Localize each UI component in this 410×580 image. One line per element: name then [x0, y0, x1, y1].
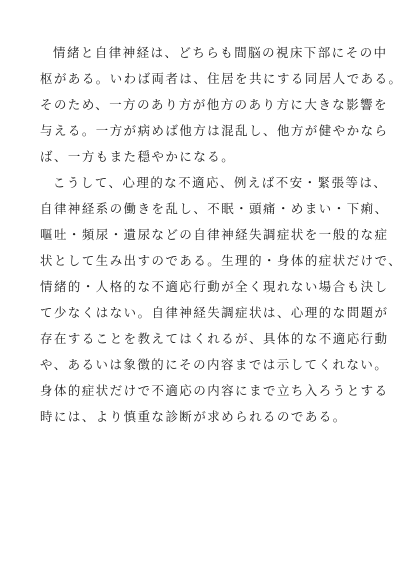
text-line: 存在することを教えてはくれるが、具体的な不適応行動 [40, 331, 389, 346]
paragraph [40, 170, 403, 430]
text-line: 自律神経系の働きを乱し、不眠・頭痛・めまい・下痢、 [40, 201, 389, 216]
text-line: そのため、一方のあり方が他方のあり方に大きな影響を [40, 97, 389, 112]
text-line: 嘔吐・頻尿・遺尿などの自律神経失調症状を一般的な症 [40, 227, 389, 242]
text-line: 時には、より慎重な診断が求められるのである。 [40, 409, 347, 424]
text-line: 情緒と自律神経は、どちらも間脳の視床下部にその中 [53, 45, 388, 60]
text-line: こうして、心理的な不適応、例えば不安・緊張等は、 [53, 175, 388, 190]
text-line: て少なくはない。自律神経失調症状は、心理的な問題が [40, 305, 389, 320]
text-line: 枢がある。いわば両者は、住居を共にする同居人である。 [40, 71, 403, 86]
text-line: 身体的症状だけで不適応の内容にまで立ち入ろうとする [40, 383, 389, 398]
text-line: ば、一方もまた穏やかになる。 [40, 149, 236, 164]
paragraph [40, 40, 403, 170]
text-line: 与える。一方が病めば他方は混乱し、他方が健やかなら [40, 123, 389, 138]
text-line: や、あるいは象徴的にその内容までは示してくれない。 [40, 357, 389, 372]
text-line: 情緒的・人格的な不適応行動が全く現れない場合も決し [40, 279, 389, 294]
text-line: 状として生み出すのである。生理的・身体的症状だけで、 [40, 253, 403, 268]
body-text [40, 40, 403, 430]
